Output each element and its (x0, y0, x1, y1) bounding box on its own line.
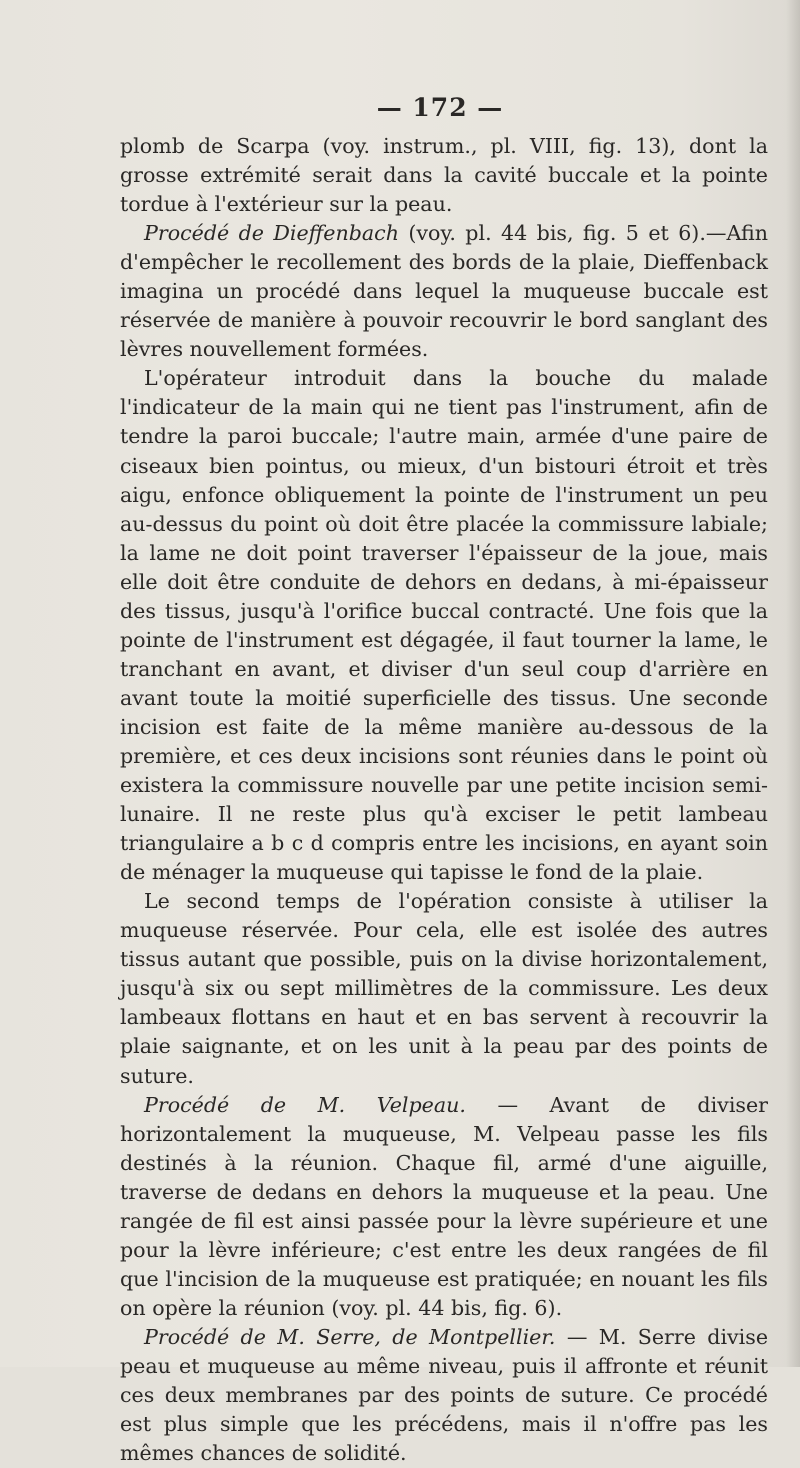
page-gutter-shadow (786, 0, 800, 1367)
paragraph-dieffenbach-intro (120, 219, 768, 364)
body-text (120, 132, 768, 1468)
heading-serre: Procédé de M. Serre, de Montpellier. (144, 1324, 556, 1349)
page-number: — 172 — (376, 93, 504, 122)
paragraph-velpeau (120, 1091, 768, 1323)
paragraph-serre-text: — M. Serre divise peau et muqueuse au même niveau, puis il affronte et réunit ces deux membranes par des points de suture. Ce procédé est plus simple que les précédens, mais il n'offre pas les mêmes chances de solidité. (120, 1324, 769, 1466)
paragraph-dieffenbach-second: Le second temps de l'opération consiste à utiliser la muqueuse réservée. Pour cela, elle est isolée des autres tissus autant que possible, puis on la divise horizontalement, jusqu'à six ou sept millimètres de la commissure. Les deux lambeaux flottans en haut et en bas servent à recouvrir la plaie saignante, et on les unit à la peau par des points de suture. (120, 889, 768, 1088)
paragraph-dieffenbach-operation: L'opérateur introduit dans la bouche du malade l'indicateur de la main qui ne tient pas l'instrument, afin de tendre la paroi buccale; l'autre main, armée d'une paire de ciseaux bien pointus, ou mieux, d'un bistouri étroit et très aigu, enfonce obliquement la pointe de l'instrument un peu au-dessus du point où doit être placée la commissure labiale; la lame ne doit point traverser l'épaisseur de la joue, mais elle doit être conduite de dehors en dedans, à mi-épaisseur des tissus, jusqu'à l'orifice buccal contracté. Une fois que la pointe de l'instrument est dégagée, il faut tourner la lame, le tranchant en avant, et diviser d'un seul coup d'arrière en avant toute la moitié superficielle des tissus. Une seconde incision est faite de la même manière au-dessous de la première, et ces deux incisions sont réunies dans le point où existera la commissure nouvelle par une petite incision semi-lunaire. Il ne reste plus qu'à exciser le petit lambeau triangulaire a b c d compris entre les incisions, en ayant soin de ménager la muqueuse qui tapisse le fond de la plaie. (120, 366, 768, 885)
paragraph-dieffenbach-intro-text: (voy. pl. 44 bis, fig. 5 et 6).—Afin d'empêcher le recollement des bords de la plaie, Dieffenback imagina un procédé dans lequel la muqueuse buccale est réservée de manière à pouvoir recouvrir le bord sanglant des lèvres nouvellement formées. (120, 221, 768, 362)
heading-dieffenbach: Procédé de Dieffenbach (144, 221, 399, 246)
heading-velpeau: Procédé de M. Velpeau. (144, 1092, 466, 1117)
paragraph-velpeau-text: — Avant de diviser horizontalement la muqueuse, M. Velpeau passe les fils destinés à la réunion. Chaque fil, armé d'une aiguille, traverse de dedans en dehors la muqueuse et la peau. Une rangée de fil est ainsi passée pour la lèvre supérieure et une pour la lèvre inférieure; c'est entre les deux rangées de fil que l'incision de la muqueuse est pratiquée; en nouant les fils on opère la réunion (voy. pl. 44 bis, fig. 6). (120, 1092, 769, 1320)
paragraph-continuation: plomb de Scarpa (voy. instrum., pl. VIII, fig. 13), dont la grosse extrémité serait dans la cavité buccale et la pointe tordue à l'extérieur sur la peau. (120, 134, 768, 217)
paragraph-serre (120, 1323, 768, 1468)
